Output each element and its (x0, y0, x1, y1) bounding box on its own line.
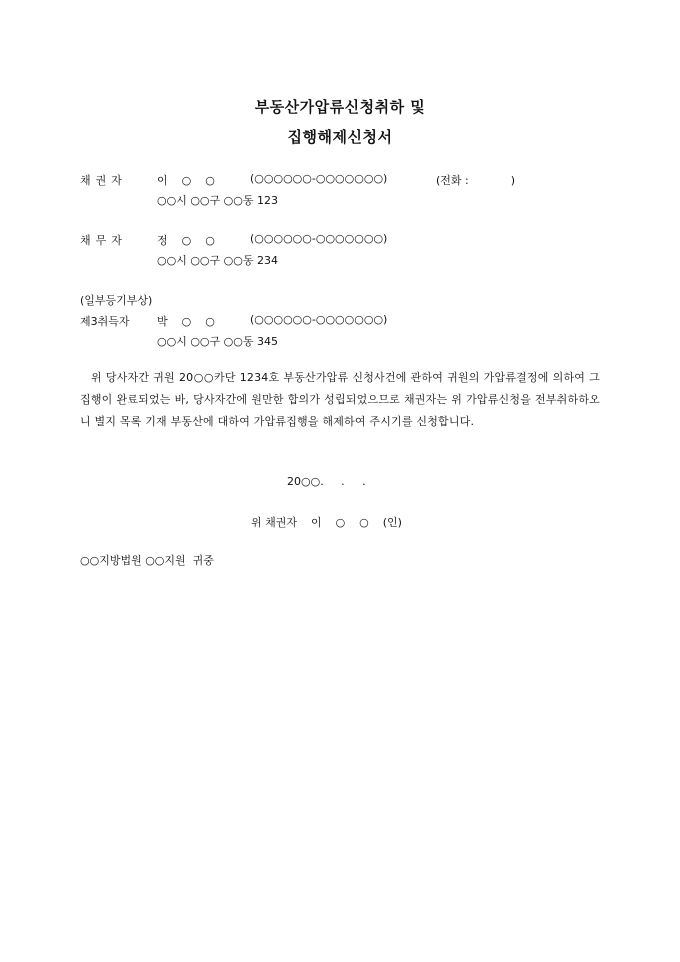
creditor-id-number: (○○○○○○-○○○○○○○) (250, 172, 388, 185)
acquirer-name: 박 ○ ○ (157, 315, 215, 328)
acquirer-address: ○○시 ○○구 ○○동 345 (157, 335, 278, 348)
debtor-address: ○○시 ○○구 ○○동 234 (157, 254, 278, 267)
debtor-id-number: (○○○○○○-○○○○○○○) (250, 232, 388, 245)
creditor-label: 채권자 (80, 174, 127, 187)
body-paragraph: 위 당사자간 귀원 20○○카단 1234호 부동산가압류 신청사건에 관하여 귀원의 가압류결정에 의하여 그 집행이 완료되었는 바, 당사자간에 원만한 합의가 성립되었으므로 채권자는 위 가압류신청을 전부취하하오니 별지 목록 기재 부동산에 대하여 가압류집행을 해제하여 주시기를 신청합니다. (80, 371, 600, 428)
court-addressee: ○○지방법원 ○○지원 귀중 (80, 554, 214, 567)
creditor-name: 이 ○ ○ (157, 174, 215, 187)
creditor-phone: (전화 : ) (436, 174, 515, 187)
document-title-line-1: 부동산가압류신청취하 및 (254, 98, 426, 116)
acquirer-label: 제3취득자 (80, 315, 130, 328)
acquirer-id-number: (○○○○○○-○○○○○○○) (250, 313, 388, 326)
debtor-name: 정 ○ ○ (157, 234, 215, 247)
creditor-address: ○○시 ○○구 ○○동 123 (157, 194, 278, 207)
filing-date: 20○○. . . (287, 475, 366, 488)
signature-line: 위 채권자 이 ○ ○ (인) (251, 516, 402, 529)
document-title-line-2: 집행해제신청서 (287, 128, 393, 146)
acquirer-note: (일부등기부상) (80, 294, 153, 307)
debtor-label: 채무자 (80, 234, 127, 247)
